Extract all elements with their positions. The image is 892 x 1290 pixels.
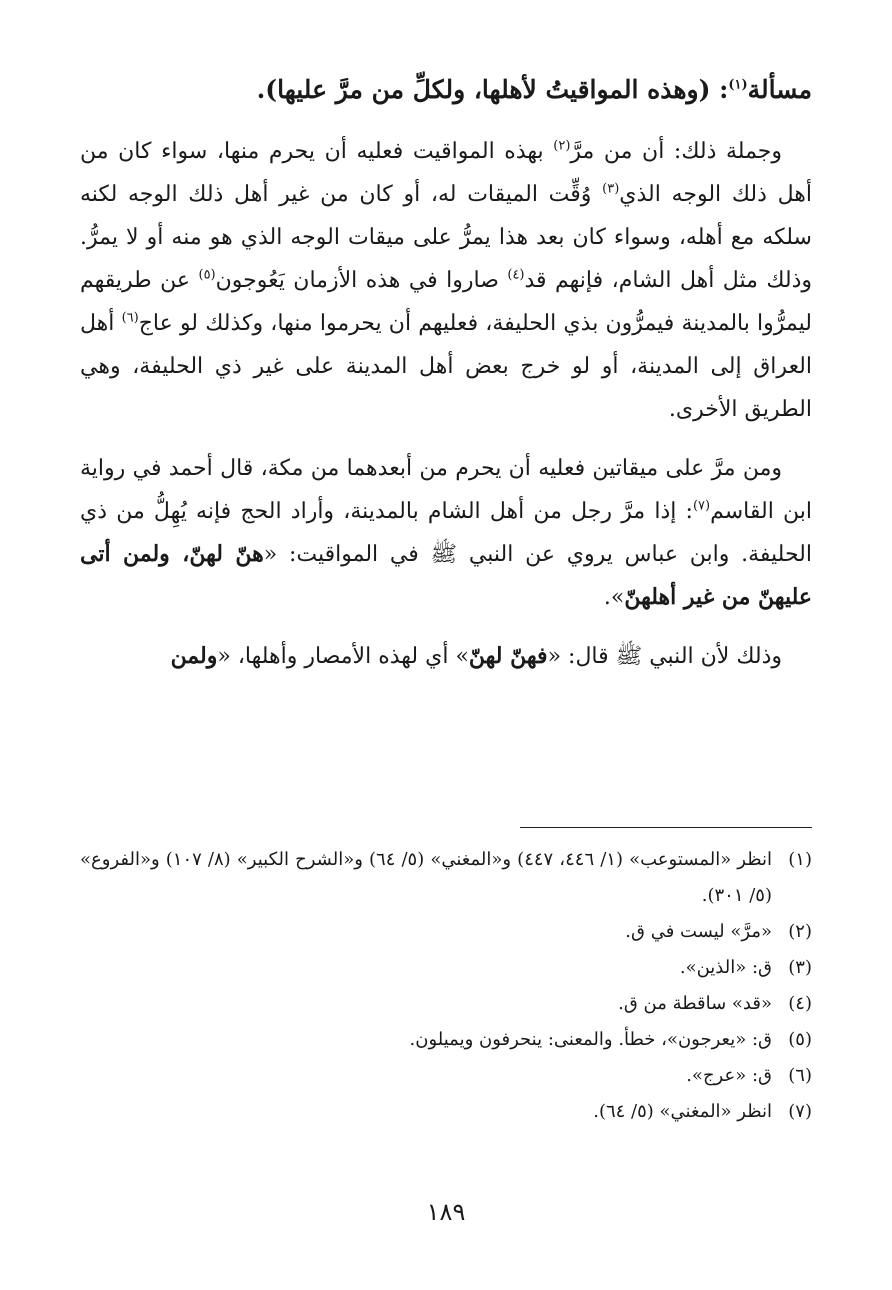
footnote-ref-2[interactable]: (٢) [553,138,571,154]
text-run: بهذه المواقيت فعليه أن يحرم منها، سواء كان من أهل ذلك الوجه الذي [80,139,812,207]
hadith-quote: فهنّ لهنّ [468,643,548,669]
footnote-item [80,1094,812,1130]
text-run: وُقِّت الميقات له، أو كان من غير أهل ذلك الوجه لكنه سلكه مع أهله، وسواء كان بعد هذا يمرُّ على ميقات الوجه الذي هو منه أو لا يمرُّ. وذلك مثل أهل الشام، فإنهم قد [80,182,812,293]
footnote-item [80,842,812,914]
footnote-item [80,1022,812,1058]
text-run: عن طريقهم ليمرُّوا بالمدينة فيمرُّون بذي الحليفة، فعليهم أن يحرموا منها، وكذلك لو عاج [80,268,812,336]
hadith-quote-continued: ولمن [170,643,218,669]
footnote-item [80,1058,812,1094]
issue-heading [80,68,812,112]
footnote-number: (٦) [788,1065,812,1086]
text-run: صاروا في هذه الأزمان يَعُوجون [215,268,508,293]
text-run: وذلك لأن النبي ﷺ قال: « [547,644,782,669]
footnote-number: (٧) [788,1101,812,1122]
footnote-ref-6[interactable]: (٦) [121,310,139,326]
footnote-item [80,986,812,1022]
footnote-text: ق: «يعرجون»، خطأ. والمعنى: ينحرفون ويميلون. [409,1029,772,1050]
footnote-number: (٤) [788,993,812,1014]
footnote-item [80,950,812,986]
text-run: » أي لهذه الأمصار وأهلها، « [217,644,469,669]
text-run: ومن مرَّ على ميقاتين فعليه أن يحرم من أبعدهما من مكة، قال أحمد في رواية ابن القاسم [80,456,813,524]
footnotes [80,842,812,1130]
footnote-ref-5[interactable]: (٥) [198,267,216,283]
footnote-ref-4[interactable]: (٤) [507,267,525,283]
footnote-number: (٣) [788,957,812,978]
footnote-text: انظر «المستوعب» (١/ ٤٤٦، ٤٤٧) و«المغني» (٥/ ٦٤) و«الشرح الكبير» (٨/ ١٠٧) و«الفروع» (٥/ ٣٠١). [80,849,773,906]
paragraph-3 [80,635,812,678]
footnote-item [80,914,812,950]
issue-statement: : (وهذه المواقيتُ لأهلها، ولكلِّ من مرَّ عليها). [256,75,729,104]
page-number: ١٨٩ [426,1198,466,1226]
issue-label: مسألة [747,75,812,104]
text-run: أهل العراق إلى المدينة، أو لو خرج بعض أهل المدينة على غير ذي الحليفة، وهي الطريق الأخرى. [80,311,812,422]
footnote-number: (١) [788,849,812,870]
paragraph-2 [80,447,812,619]
hadith-quote: هنّ لهنّ، ولمن أتى عليهنّ من غير أهلهنّ [80,541,812,610]
footnote-text: «قد» ساقطة من ق. [618,993,772,1014]
text-run: ». [603,585,625,610]
footnote-number: (٢) [788,921,812,942]
footnote-ref-7[interactable]: (٧) [692,498,711,514]
footnote-number: (٥) [788,1029,812,1050]
text-run: وجملة ذلك: أن من مرَّ [570,139,783,164]
footnote-text: ق: «الذين». [679,957,772,978]
footnote-text: «مرَّ» ليست في ق. [625,921,772,942]
footnote-text: ق: «عرج». [686,1065,772,1086]
footnote-ref-1[interactable]: (١) [728,77,748,93]
footnote-ref-3[interactable]: (٣) [602,181,620,197]
paragraph-1 [80,130,812,431]
footnote-separator [520,827,812,828]
footnote-text: انظر «المغني» (٥/ ٦٤). [593,1101,772,1122]
text-run: : إذا مرَّ رجل من أهل الشام بالمدينة، وأراد الحج فإنه يُهِلُّ من ذي الحليفة. وابن عباس يروي عن النبي ﷺ في المواقيت: « [80,499,812,567]
